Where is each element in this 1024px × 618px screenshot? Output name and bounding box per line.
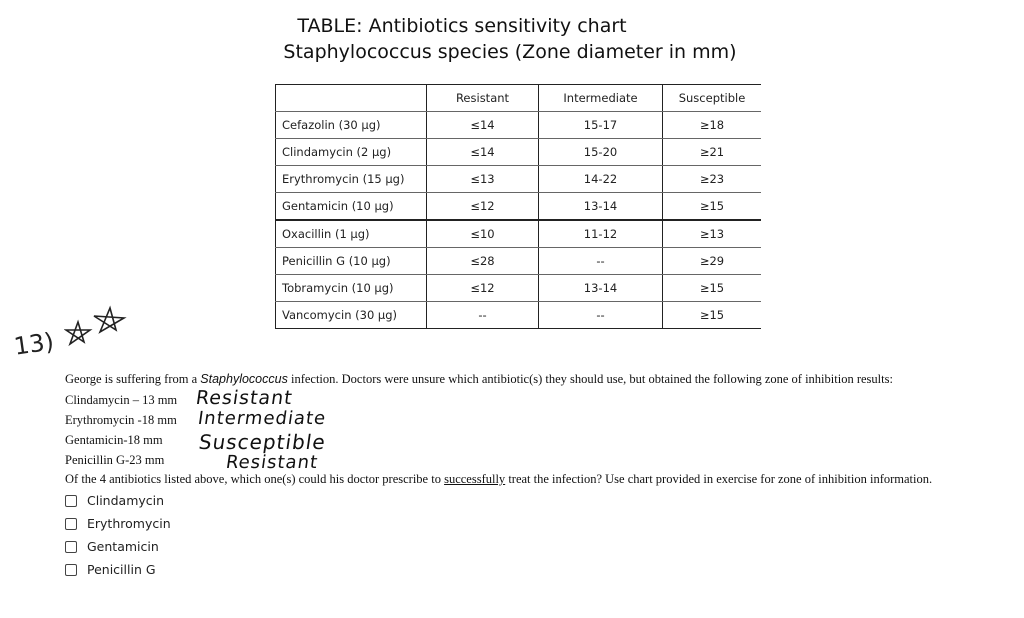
star-doodle-icon xyxy=(64,304,130,352)
checkbox[interactable] xyxy=(65,541,77,553)
question-prompt xyxy=(65,472,932,487)
zone-result-gentamicin: Gentamicin-18 mm xyxy=(65,433,163,447)
susceptible-cell: ≥29 xyxy=(663,248,762,275)
antibiotic-cell: Oxacillin (1 µg) xyxy=(276,220,427,248)
handwritten-note: Intermediate xyxy=(196,408,328,429)
table-header-row xyxy=(276,85,762,112)
intermediate-cell: 13-14 xyxy=(539,275,663,302)
option-penicillin-g[interactable] xyxy=(65,562,156,577)
sensitivity-table xyxy=(275,84,761,329)
antibiotic-cell: Gentamicin (10 µg) xyxy=(276,193,427,221)
susceptible-cell: ≥23 xyxy=(663,166,762,193)
resistant-cell: ≤13 xyxy=(427,166,539,193)
antibiotic-cell: Vancomycin (30 µg) xyxy=(276,302,427,329)
susceptible-cell: ≥13 xyxy=(663,220,762,248)
header-cell-resistant: Resistant xyxy=(427,85,539,112)
table-row xyxy=(276,139,762,166)
option-label: Penicillin G xyxy=(87,562,156,577)
chart-title: TABLE: Antibiotics sensitivity chart xyxy=(297,15,627,37)
checkbox[interactable] xyxy=(65,518,77,530)
option-label: Gentamicin xyxy=(87,539,159,554)
antibiotic-cell: Penicillin G (10 µg) xyxy=(276,248,427,275)
table-row xyxy=(276,112,762,139)
intermediate-cell: 15-20 xyxy=(539,139,663,166)
handwritten-note: Resistant xyxy=(194,387,295,409)
resistant-cell: -- xyxy=(427,302,539,329)
susceptible-cell: ≥15 xyxy=(663,193,762,221)
table-row xyxy=(276,193,762,221)
prompt-pre: Of the 4 antibiotics listed above, which one(s) could his doctor prescribe to xyxy=(65,472,445,486)
header-cell-susceptible: Susceptible xyxy=(663,85,762,112)
option-gentamicin[interactable] xyxy=(65,539,159,554)
resistant-cell: ≤12 xyxy=(427,275,539,302)
intermediate-cell: 11-12 xyxy=(539,220,663,248)
intermediate-cell: -- xyxy=(539,302,663,329)
susceptible-cell: ≥18 xyxy=(663,112,762,139)
handwritten-note: Susceptible xyxy=(197,430,328,454)
organism-name: Staphylococcus xyxy=(200,372,288,386)
question-text-post: infection. Doctors were unsure which antibiotic(s) they should use, but obtained the following zone of inhibition results: xyxy=(287,372,893,386)
susceptible-cell: ≥15 xyxy=(663,302,762,329)
susceptible-cell: ≥21 xyxy=(663,139,762,166)
susceptible-cell: ≥15 xyxy=(663,275,762,302)
resistant-cell: ≤14 xyxy=(427,112,539,139)
zone-result-clindamycin: Clindamycin – 13 mm xyxy=(65,393,178,407)
checkbox[interactable] xyxy=(65,564,77,576)
zone-result-erythromycin: Erythromycin -18 mm xyxy=(65,413,177,427)
resistant-cell: ≤12 xyxy=(427,193,539,221)
intermediate-cell: -- xyxy=(539,248,663,275)
question-number: 13) xyxy=(12,327,56,361)
prompt-post: treat the infection? Use chart provided in exercise for zone of inhibition information. xyxy=(505,472,933,486)
table-row xyxy=(276,302,762,329)
resistant-cell: ≤14 xyxy=(427,139,539,166)
antibiotic-cell: Clindamycin (2 µg) xyxy=(276,139,427,166)
antibiotic-cell: Cefazolin (30 µg) xyxy=(276,112,427,139)
header-cell-intermediate: Intermediate xyxy=(539,85,663,112)
resistant-cell: ≤10 xyxy=(427,220,539,248)
question-text-pre: George is suffering from a xyxy=(65,372,201,386)
antibiotic-cell: Tobramycin (10 µg) xyxy=(276,275,427,302)
table-row xyxy=(276,220,762,248)
intermediate-cell: 15-17 xyxy=(539,112,663,139)
antibiotic-cell: Erythromycin (15 µg) xyxy=(276,166,427,193)
intermediate-cell: 14-22 xyxy=(539,166,663,193)
option-label: Erythromycin xyxy=(87,516,171,531)
table-row xyxy=(276,248,762,275)
header-cell-blank xyxy=(276,85,427,112)
option-erythromycin[interactable] xyxy=(65,516,171,531)
prompt-emphasis: successfully xyxy=(444,472,506,486)
chart-subtitle: Staphylococcus species (Zone diameter in mm) xyxy=(283,41,737,63)
resistant-cell: ≤28 xyxy=(427,248,539,275)
checkbox[interactable] xyxy=(65,495,77,507)
question-text xyxy=(65,372,893,387)
option-clindamycin[interactable] xyxy=(65,493,164,508)
zone-result-penicillin: Penicillin G-23 mm xyxy=(65,453,165,467)
table-row xyxy=(276,275,762,302)
handwritten-note: Resistant xyxy=(224,452,320,473)
table-row xyxy=(276,166,762,193)
option-label: Clindamycin xyxy=(87,493,165,508)
intermediate-cell: 13-14 xyxy=(539,193,663,221)
